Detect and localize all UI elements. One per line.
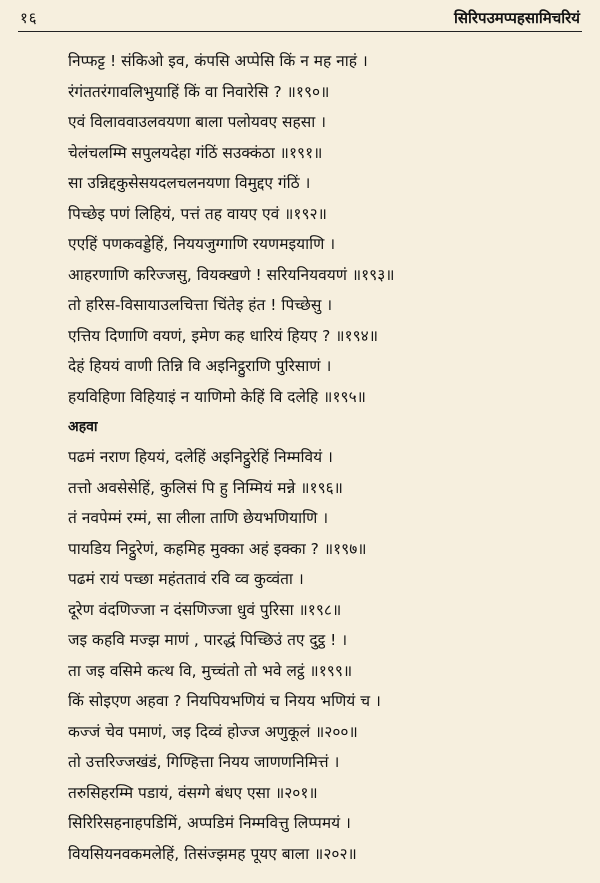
verse-line: सा उन्निद्दकुसेसयदलचलनयणा विमुद्दए गंठिं । <box>68 174 311 192</box>
page-header <box>20 8 580 30</box>
verse-line: चेलंचलम्मि सपुलयदेहा गंठिं सउक्कंठा ॥१९१॥ <box>68 143 323 162</box>
verse-line: पिच्छेइ पणं लिहियं, पत्तं तह वायए एवं ॥१९२॥ <box>68 204 327 223</box>
verse-line: दूरेण वंदणिज्जा न दंसणिज्जा धुवं पुरिसा ॥१९८॥ <box>68 600 342 619</box>
section-heading: अहवा <box>68 419 98 435</box>
verse-line: एत्तिय दिणाणि वयणं, इमेण कह धारियं हियए ? ॥१९४॥ <box>68 326 379 345</box>
page-number: १६ <box>20 9 38 27</box>
verse-line: तो हरिस-विसायाउलचित्ता चिंतेइ हंत ! पिच्छेसु । <box>68 296 333 314</box>
verse-line: कज्जं चेव पमाणं, जइ दिव्वं होज्ज अणुकूलं ॥२००॥ <box>68 722 358 741</box>
verse-line: पढमं नराण हिययं, दलेहिं अइनिट्ठुरेहिं निम्मवियं । <box>68 448 333 466</box>
verse-line: तरुसिहरम्मि पडायं, वंसग्गे बंधए एसा ॥२०१॥ <box>68 783 318 802</box>
verse-line: आहरणाणि करिज्जसु, वियक्खणे ! सरियनियवयणं ॥१९३॥ <box>68 265 395 284</box>
header-rule <box>18 31 582 32</box>
verse-line: निप्फट्ट ! संकिओ इव, कंपसि अप्पेसि किं न मह नाहं । <box>68 52 368 70</box>
verse-line: ता जइ वसिमे कत्थ वि, मुच्चंतो तो भवे लट्ठं ॥१९९॥ <box>68 661 353 680</box>
verse-line: तं नवपेम्मं रम्मं, सा लीला ताणि छेयभणियाणि । <box>68 509 329 527</box>
verse-line: सिरिरिसहनाहपडिमिं, अप्पडिमं निम्मवित्तु लिप्पमयं । <box>68 814 351 832</box>
running-title: सिरिपउमप्पहसामिचरियं <box>454 9 580 27</box>
verse-line: हयविहिणा विहियाइं न याणिमो केहिं वि दलेहि ॥१९५॥ <box>68 387 366 406</box>
verse-line: एएहिं पणकवड्डेहिं, निययजुग्गाणि रयणमइयाणि । <box>68 235 336 253</box>
verse-body <box>68 46 570 869</box>
verse-line: देहं हिययं वाणी तिन्नि वि अइनिट्ठुराणि पुरिसाणं । <box>68 357 332 375</box>
verse-line: पायडिय निट्ठुरेणं, कहमिह मुक्का अहं इक्का ? ॥१९७॥ <box>68 539 367 558</box>
verse-line: तो उत्तरिज्जखंडं, गिण्हित्ता नियय जाणणनिमित्तं । <box>68 753 340 771</box>
verse-line: वियसियनवकमलेहिं, तिसंज्झमह पूयए बाला ॥२०२॥ <box>68 844 357 863</box>
verse-line: एवं विलाववाउलवयणा बाला पलोयवए सहसा । <box>68 113 327 131</box>
verse-line: रंगंततरंगावलिभुयाहिं किं वा निवारेसि ? ॥१९०॥ <box>68 82 330 101</box>
verse-line: पढमं रायं पच्छा महंततावं रवि व्व कुव्वंता । <box>68 570 304 588</box>
verse-line: किं सोइएण अहवा ? नियपियभणियं च नियय भणियं च । <box>68 692 381 710</box>
verse-line: तत्तो अवसेसेहिं, कुलिसं पि हु निम्मियं मन्ने ॥१९६॥ <box>68 478 343 497</box>
verse-line: जइ कहवि मज्झ माणं , पारद्धं पिच्छिउं तए दुट्ठ ! । <box>68 631 348 649</box>
